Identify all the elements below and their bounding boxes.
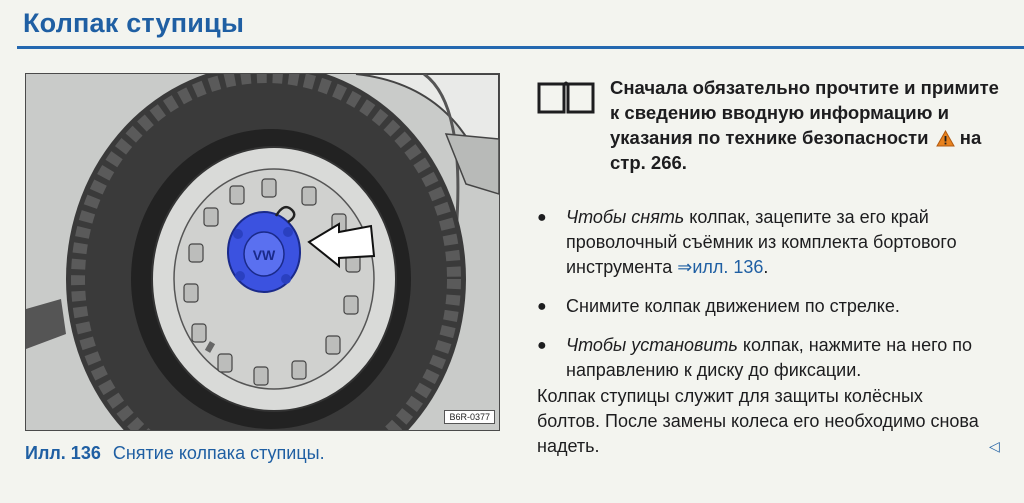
bullet-marker: ●	[537, 298, 547, 315]
list-item	[537, 333, 997, 383]
bullet-text: колпак, нажмите на него по направлению к диску до фиксации.	[566, 335, 973, 380]
bullet-text: Снимите колпак движением по стрелке.	[566, 296, 900, 316]
bullet-text: колпак, зацепите за его край проволочный съёмник из комплекта бортового инструмента	[566, 207, 957, 277]
bumper	[26, 299, 66, 349]
safety-notice	[610, 75, 1005, 175]
mud-flap	[446, 134, 499, 194]
warning-triangle-icon	[936, 130, 955, 147]
figure-code: B6R-0377	[444, 410, 495, 424]
back-marker-icon[interactable]: ◁	[989, 438, 1000, 454]
figure-wheel-illustration	[25, 73, 500, 431]
notice-text: Сначала обязательно прочтите и примите к сведению вводную информацию и указания по технике безопасности	[610, 77, 999, 148]
wheel-illustration	[26, 74, 499, 430]
list-item	[537, 294, 997, 319]
page-title: Колпак ступицы	[23, 8, 245, 38]
title-divider	[17, 46, 1024, 49]
bullet-marker: ●	[537, 337, 547, 354]
caption-number: Илл. 136	[25, 443, 101, 463]
figure-link[interactable]: ⇒илл. 136	[677, 257, 764, 277]
instruction-list	[537, 205, 997, 397]
svg-text:VW: VW	[252, 247, 276, 263]
notice-page-reference[interactable]: на стр. 266.	[610, 127, 982, 173]
bullet-end: .	[763, 257, 769, 277]
book-icon	[537, 78, 595, 116]
list-item	[537, 205, 997, 280]
caption-text: Снятие колпака ступицы.	[112, 443, 325, 463]
bullet-emphasis: Чтобы снять	[566, 207, 685, 227]
hubcap	[228, 212, 300, 292]
bullet-emphasis: Чтобы установить	[566, 335, 738, 355]
figure-caption	[25, 443, 325, 464]
bullet-marker: ●	[537, 209, 547, 226]
info-paragraph: Колпак ступицы служит для защиты колёсных болтов. После замены колеса его необходимо снова надеть.	[537, 386, 979, 456]
